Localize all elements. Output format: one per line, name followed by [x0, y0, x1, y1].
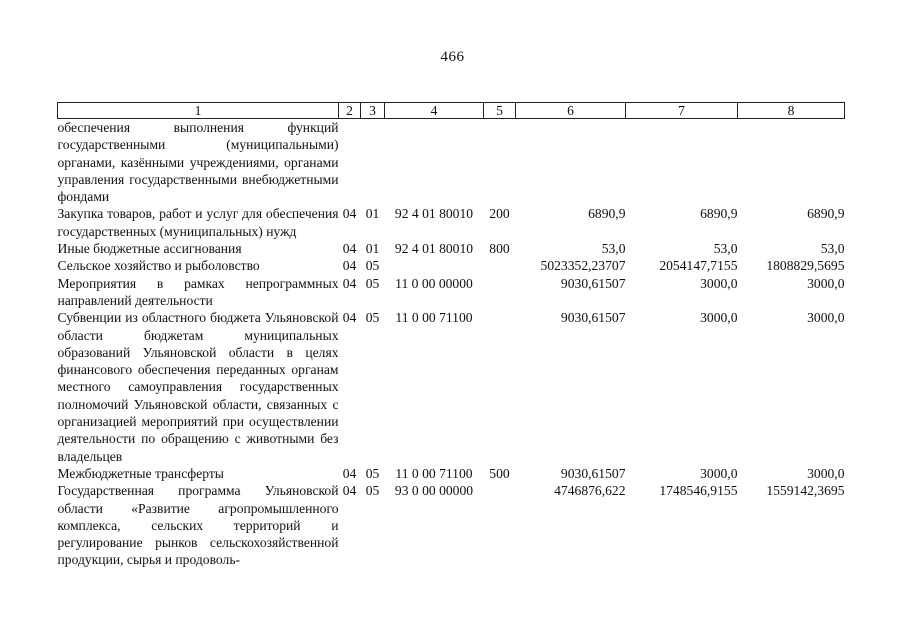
- section-code: 04: [342, 483, 357, 499]
- amount-col-6: 5023352,23707: [540, 258, 626, 274]
- subsection-code: 05: [365, 465, 380, 481]
- section-code: [339, 119, 361, 206]
- target-article-code: 93 0 00 00000: [394, 483, 474, 499]
- expense-type-code: 800: [489, 241, 510, 257]
- column-header-5: 5: [484, 103, 516, 119]
- subsection-code: [361, 119, 385, 206]
- amount-col-7: [626, 119, 738, 206]
- amount-col-7: 2054147,7155: [659, 258, 738, 274]
- row-name: Иные бюджетные ассигнования: [57, 241, 242, 257]
- amount-col-7: 53,0: [713, 241, 738, 257]
- row-name: Сельское хозяйство и рыболовство: [57, 258, 260, 274]
- column-header-6: 6: [516, 103, 626, 119]
- table-row: [58, 482, 845, 568]
- expense-type-code: [484, 482, 516, 568]
- row-name: Межбюджетные трансферты: [57, 465, 224, 481]
- expense-type-code: 500: [489, 465, 510, 481]
- section-code: 04: [342, 258, 357, 274]
- row-name: Субвенции из областного бюджета Ульяновской области бюджетам муниципальных образований Ульяновской области в целях финансового обеспечения переданных органам местного самоуправления государственных полномочий Ульяновской области, связанных с организацией мероприятий при осуществлении деятельности по обращению с животными без владельцев: [57, 310, 339, 464]
- section-code: 04: [342, 206, 357, 222]
- amount-col-8: 6890,9: [807, 206, 845, 222]
- expense-type-code: [484, 119, 516, 206]
- row-name: Государственная программа Ульяновской области «Развитие агропромышленного комплекса, сельских территорий и регулирование рынков сельскохозяйственной продукции, сырья и продоволь-: [57, 483, 339, 568]
- subsection-code: 05: [365, 258, 380, 274]
- section-code: 04: [342, 241, 357, 257]
- amount-col-7: 3000,0: [700, 275, 738, 291]
- subsection-code: 05: [365, 483, 380, 499]
- column-header-2: 2: [339, 103, 361, 119]
- target-article-code: 11 0 00 71100: [395, 310, 473, 326]
- amount-col-7: 3000,0: [700, 310, 738, 326]
- target-article-code: 92 4 01 80010: [394, 206, 474, 222]
- amount-col-8: 1559142,3695: [766, 483, 845, 499]
- column-header-8: 8: [738, 103, 845, 119]
- table-row: [58, 309, 845, 465]
- amount-col-6: 9030,61507: [560, 465, 626, 481]
- page-number: 466: [440, 49, 465, 65]
- section-code: 04: [342, 275, 357, 291]
- target-article-code: 92 4 01 80010: [394, 241, 474, 257]
- section-code: 04: [342, 465, 357, 481]
- amount-col-7: 3000,0: [700, 465, 738, 481]
- expense-type-code: [484, 275, 516, 310]
- section-code: 04: [342, 310, 357, 326]
- amount-col-6: [516, 119, 626, 206]
- amount-col-8: 3000,0: [807, 310, 845, 326]
- table-row: [58, 257, 845, 274]
- header-row: [58, 103, 845, 119]
- table-row: [58, 240, 845, 257]
- row-name: обеспечения выполнения функций государственными (муниципальными) органами, казёнными учреждениями, органами управления государственными внебюджетными фондами: [57, 120, 339, 205]
- row-name: Мероприятия в рамках непрограммных направлений деятельности: [57, 275, 339, 308]
- amount-col-6: 9030,61507: [560, 275, 626, 291]
- amount-col-8: 3000,0: [807, 465, 845, 481]
- table-row: [58, 275, 845, 310]
- column-header-1: 1: [58, 103, 339, 119]
- column-header-4: 4: [385, 103, 484, 119]
- budget-table: [57, 102, 845, 569]
- expense-type-code: [484, 309, 516, 465]
- amount-col-8: 1808829,5695: [766, 258, 845, 274]
- target-article-code: 11 0 00 71100: [395, 465, 473, 481]
- subsection-code: 01: [365, 241, 380, 257]
- subsection-code: 05: [365, 310, 380, 326]
- expense-type-code: [484, 257, 516, 274]
- amount-col-6: 6890,9: [588, 206, 626, 222]
- amount-col-8: 3000,0: [807, 275, 845, 291]
- target-article-code: 11 0 00 00000: [395, 275, 473, 291]
- amount-col-6: 4746876,622: [554, 483, 626, 499]
- table-row: [58, 205, 845, 240]
- table-row: [58, 119, 845, 206]
- subsection-code: 01: [365, 206, 380, 222]
- amount-col-6: 9030,61507: [560, 310, 626, 326]
- column-header-3: 3: [361, 103, 385, 119]
- row-name: Закупка товаров, работ и услуг для обеспечения государственных (муниципальных) нужд: [57, 206, 339, 239]
- amount-col-8: 53,0: [820, 241, 845, 257]
- amount-col-6: 53,0: [601, 241, 626, 257]
- target-article-code: [385, 257, 484, 274]
- column-header-7: 7: [626, 103, 738, 119]
- table-row: [58, 465, 845, 482]
- target-article-code: [385, 119, 484, 206]
- amount-col-8: [738, 119, 845, 206]
- amount-col-7: 6890,9: [700, 206, 738, 222]
- expense-type-code: 200: [489, 206, 510, 222]
- amount-col-7: 1748546,9155: [659, 483, 738, 499]
- subsection-code: 05: [365, 275, 380, 291]
